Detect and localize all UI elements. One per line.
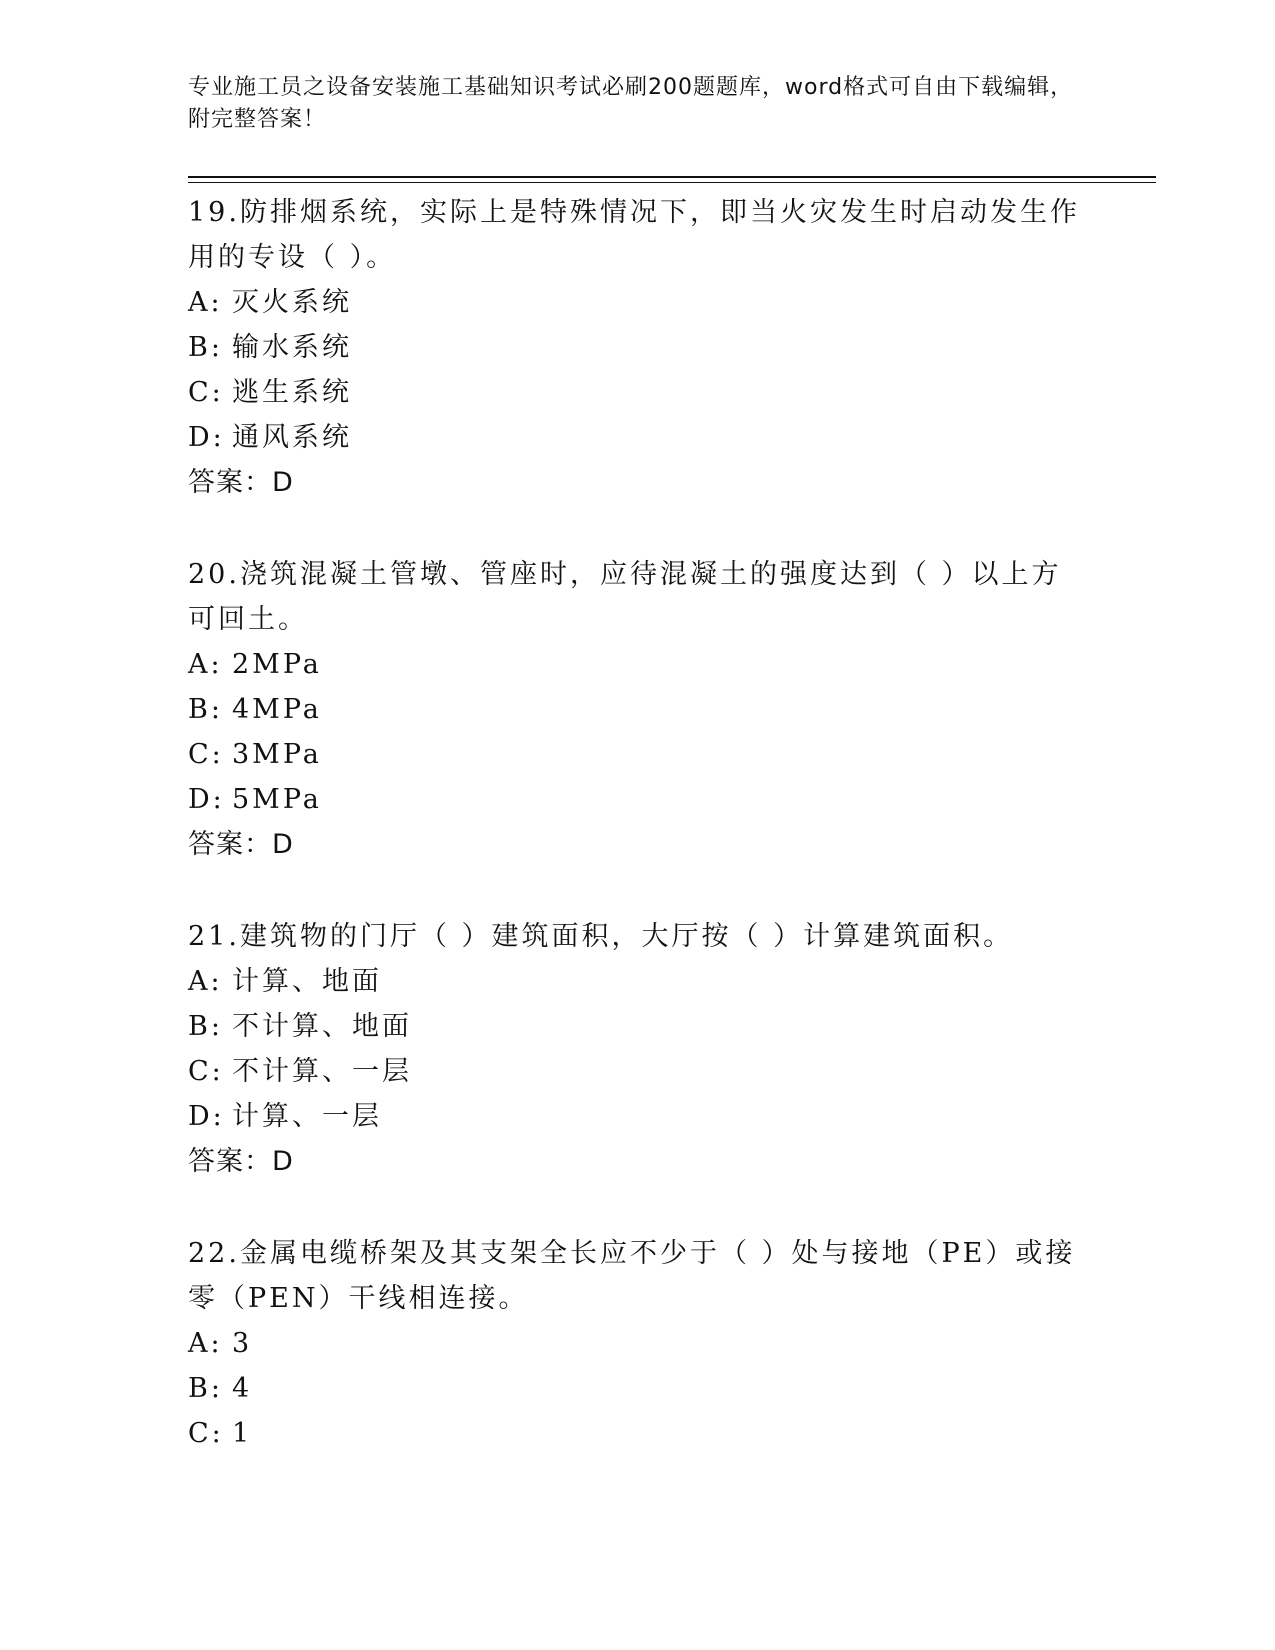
header-divider-thin <box>188 182 1156 183</box>
option-letter: D: <box>188 1101 225 1132</box>
answer-line: 答案：D <box>188 829 294 860</box>
option-text: 通风系统 <box>232 422 352 453</box>
option-text: 逃生系统 <box>232 377 352 408</box>
option-d <box>188 415 1088 460</box>
option-letter: C: <box>188 377 224 408</box>
question-stem: 19.防排烟系统，实际上是特殊情况下，即当火灾发生时启动发生作用的专设（ ）。 <box>188 197 1080 273</box>
option-letter: D: <box>188 784 225 815</box>
answer-line: 答案：D <box>188 1146 294 1177</box>
option-letter: B: <box>188 694 223 725</box>
option-letter: A: <box>188 1328 223 1359</box>
option-text: 5MPa <box>232 784 322 815</box>
option-text: 4 <box>232 1373 253 1404</box>
option-text: 1 <box>232 1418 253 1449</box>
option-b <box>188 1004 1088 1049</box>
option-letter: C: <box>188 739 224 770</box>
answer-line: 答案：D <box>188 467 294 498</box>
option-letter: B: <box>188 332 223 363</box>
option-text: 计算、地面 <box>232 966 382 997</box>
option-letter: A: <box>188 649 223 680</box>
option-b <box>188 687 1088 732</box>
option-text: 不计算、一层 <box>232 1056 412 1087</box>
option-a <box>188 642 1088 687</box>
document-header: 专业施工员之设备安装施工基础知识考试必刷200题题库，word格式可自由下载编辑，附完整答案！ <box>188 75 1074 132</box>
option-a <box>188 1321 1088 1366</box>
option-text: 灭火系统 <box>232 287 352 318</box>
option-text: 2MPa <box>232 649 322 680</box>
option-letter: C: <box>188 1418 224 1449</box>
option-a <box>188 280 1088 325</box>
option-text: 输水系统 <box>232 332 352 363</box>
question-stem: 20.浇筑混凝土管墩、管座时，应待混凝土的强度达到（ ）以上方可回土。 <box>188 559 1062 635</box>
question-stem: 21.建筑物的门厅（ ）建筑面积，大厅按（ ）计算建筑面积。 <box>188 921 1014 952</box>
option-letter: A: <box>188 966 223 997</box>
option-b <box>188 1366 1088 1411</box>
option-text: 4MPa <box>232 694 322 725</box>
question-19 <box>188 190 1088 505</box>
option-letter: D: <box>188 422 225 453</box>
option-text: 计算、一层 <box>232 1101 382 1132</box>
option-letter: B: <box>188 1011 223 1042</box>
question-21 <box>188 914 1088 1184</box>
option-letter: B: <box>188 1373 223 1404</box>
option-text: 3MPa <box>232 739 322 770</box>
option-d <box>188 1094 1088 1139</box>
option-letter: A: <box>188 287 223 318</box>
option-c <box>188 1049 1088 1094</box>
option-letter: C: <box>188 1056 224 1087</box>
option-c <box>188 732 1088 777</box>
option-text: 3 <box>232 1328 253 1359</box>
option-b <box>188 325 1088 370</box>
question-20 <box>188 552 1088 867</box>
question-list <box>188 190 1088 1503</box>
question-22 <box>188 1231 1088 1456</box>
option-d <box>188 777 1088 822</box>
option-text: 不计算、地面 <box>232 1011 412 1042</box>
option-c <box>188 370 1088 415</box>
header-divider-thick <box>188 176 1156 178</box>
question-stem: 22.金属电缆桥架及其支架全长应不少于（ ）处与接地（PE）或接零（PEN）干线相连接。 <box>188 1238 1076 1314</box>
option-c <box>188 1411 1088 1456</box>
option-a <box>188 959 1088 1004</box>
